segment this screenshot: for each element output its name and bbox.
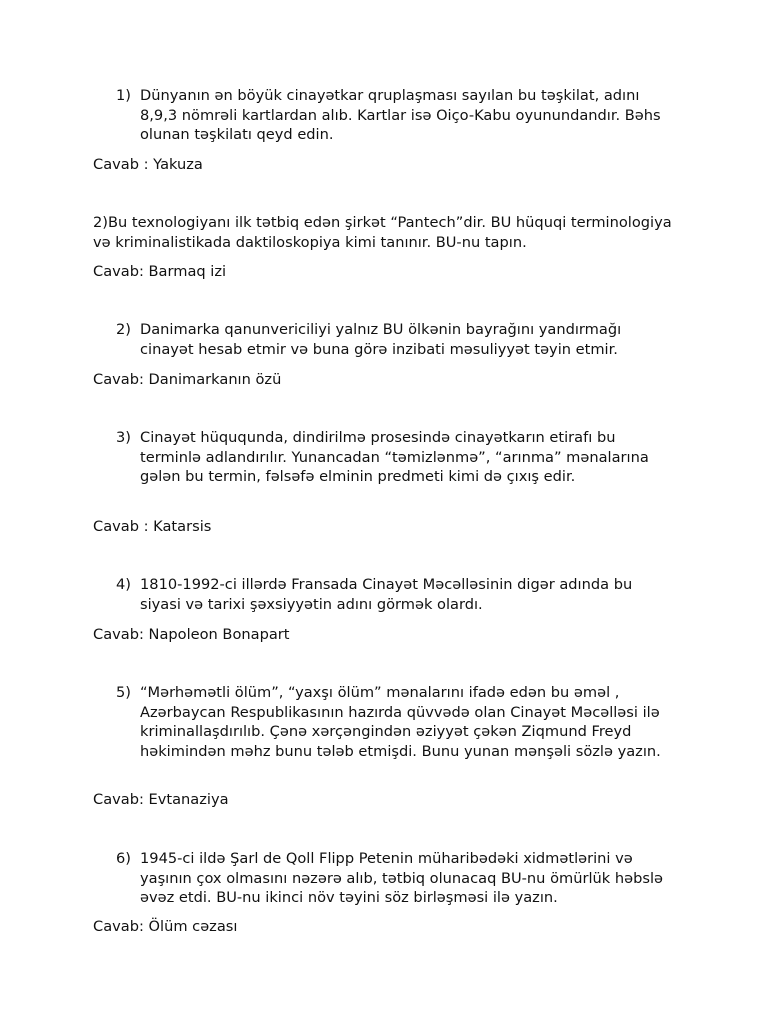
question-6 <box>116 849 676 908</box>
question-2-plain: 2)Bu texnologiyanı ilk tətbiq edən şirkət “Pantech”dir. BU hüquqi terminologiya və kriminalistikada daktiloskopiya kimi tanınır. BU-nu tapın. <box>93 214 672 251</box>
question-text: 1810-1992-ci illərdə Fransada Cinayət Məcəlləsinin digər adında bu siyasi və tarixi şəxsiyyətin adını görmək olardı. <box>140 576 633 613</box>
question-text: Dünyanın ən böyük cinayətkar qruplaşması sayılan bu təşkilat, adını 8,9,3 nömrəli kartlardan alıb. Kartlar isə Oiço-Kabu oyunundandır. Bəhs olunan təşkilatı qeyd edin. <box>140 87 661 144</box>
answer-2: Cavab: Danimarkanın özü <box>93 371 282 388</box>
answer-5: Cavab: Evtanaziya <box>93 791 229 808</box>
question-2 <box>116 320 676 359</box>
question-number: 5) <box>116 684 131 701</box>
question-1 <box>116 86 676 145</box>
question-number: 4) <box>116 576 131 593</box>
question-number: 2) <box>116 321 131 338</box>
answer-4: Cavab: Napoleon Bonapart <box>93 626 290 643</box>
question-number: 3) <box>116 429 131 446</box>
question-4 <box>116 575 676 614</box>
answer-6: Cavab: Ölüm cəzası <box>93 918 238 935</box>
question-5 <box>116 683 676 761</box>
answer-2-plain: Cavab: Barmaq izi <box>93 263 227 280</box>
question-3 <box>116 428 676 487</box>
question-number: 6) <box>116 850 131 867</box>
question-text: Cinayət hüququnda, dindirilmə prosesində cinayətkarın etirafı bu terminlə adlandırılır. Yunancadan “təmizlənmə”, “arınma” mənalarına gələn bu termin, fəlsəfə elminin predmeti kimi də çıxış edir. <box>140 429 649 486</box>
answer-3: Cavab : Katarsis <box>93 518 212 535</box>
question-text: Danimarka qanunvericiliyi yalnız BU ölkənin bayrağını yandırmağı cinayət hesab etmir və buna görə inzibati məsuliyyət təyin etmir. <box>140 321 622 358</box>
question-text: 1945-ci ildə Şarl de Qoll Flipp Petenin müharibədəki xidmətlərini və yaşının çox olmasını nəzərə alıb, tətbiq olunacaq BU-nu ömürlük həbslə əvəz etdi. BU-nu ikinci növ təyini söz birləşməsi ilə yazın. <box>140 850 663 907</box>
answer-1: Cavab : Yakuza <box>93 156 203 173</box>
question-number: 1) <box>116 87 131 104</box>
question-text: “Mərhəmətli ölüm”, “yaxşı ölüm” mənalarını ifadə edən bu əməl , Azərbaycan Respublikasının hazırda qüvvədə olan Cinayət Məcəlləsi ilə kriminallaşdırılıb. Çənə xərçəngindən əziyyət çəkən Ziqmund Freyd həkimindən məhz bunu tələb etmişdi. Bunu yunan mənşəli sözlə yazın. <box>140 684 661 760</box>
